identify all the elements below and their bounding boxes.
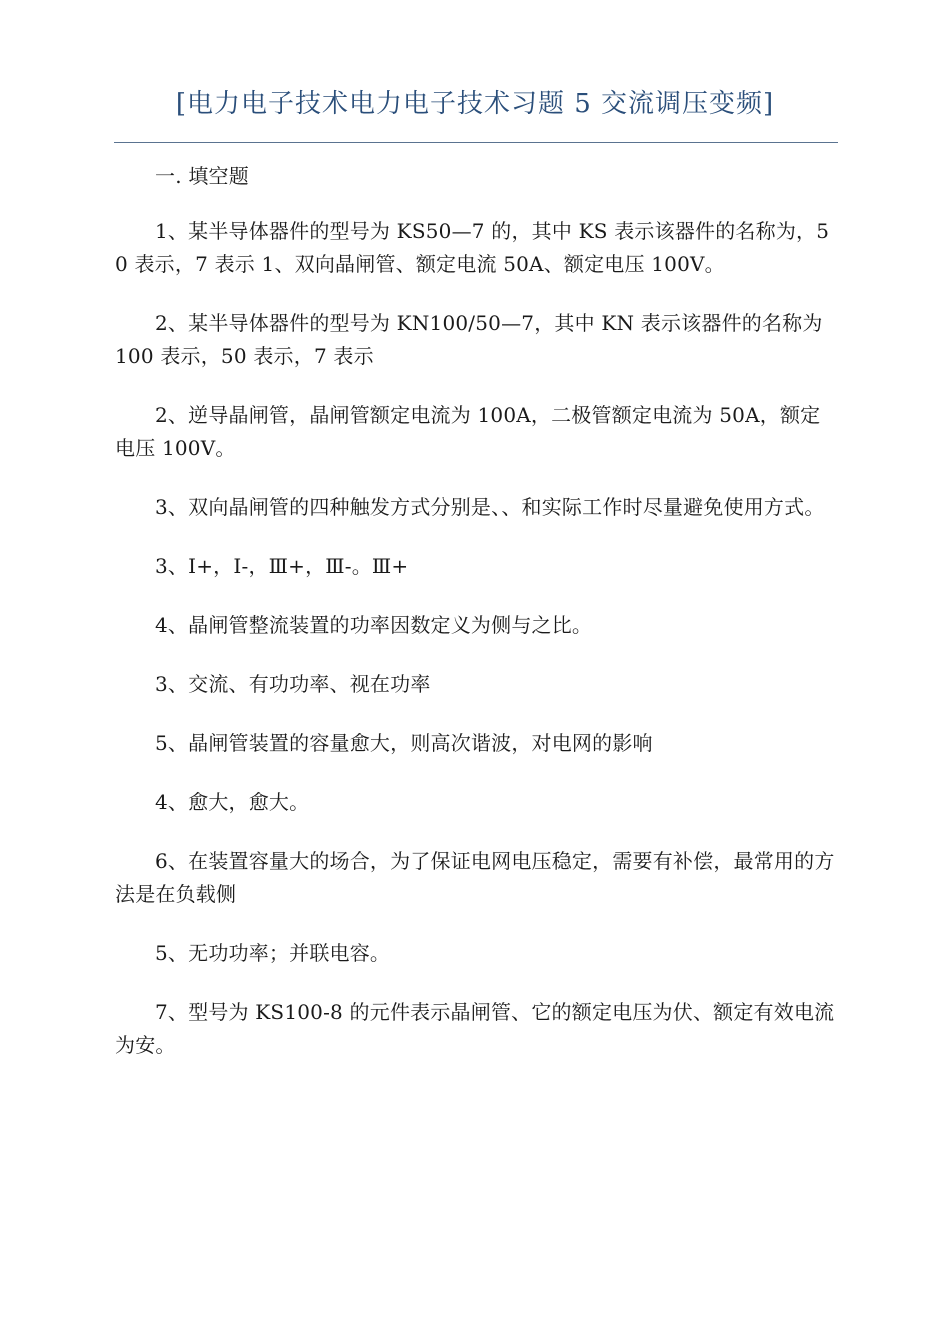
- question-paragraph: 3、双向晶闸管的四种触发方式分别是、、和实际工作时尽量避免使用方式。: [155, 495, 825, 519]
- question-paragraph: 7、型号为 KS100-8 的元件表示晶闸管、它的额定电压为伏、额定有效电流为安。: [115, 1000, 835, 1057]
- question-paragraph: 5、晶闸管装置的容量愈大，则高次谐波，对电网的影响: [155, 731, 653, 755]
- question-paragraph: 2、某半导体器件的型号为 KN100/50—7，其中 KN 表示该器件的名称为 100 表示，50 表示，7 表示: [115, 311, 823, 368]
- question-paragraph: 1、某半导体器件的型号为 KS50—7 的，其中 KS 表示该器件的名称为，50 表示，7 表示 1、双向晶闸管、额定电流 50A、额定电压 100V。: [115, 219, 830, 276]
- document-title: [电力电子技术电力电子技术习题 5 交流调压变频]: [175, 89, 775, 119]
- answer-paragraph: 3、交流、有功功率、视在功率: [155, 672, 431, 696]
- section-heading: 一. 填空题: [155, 164, 249, 188]
- answer-paragraph: 4、愈大，愈大。: [155, 790, 310, 814]
- answer-paragraph: 3、Ⅰ+，Ⅰ-，Ⅲ+，Ⅲ-。Ⅲ+: [155, 554, 409, 578]
- document-body: [115, 160, 835, 1088]
- question-paragraph: 6、在装置容量大的场合，为了保证电网电压稳定，需要有补偿，最常用的方法是在负载侧: [115, 849, 835, 906]
- answer-paragraph: 2、逆导晶闸管，晶闸管额定电流为 100A，二极管额定电流为 50A，额定电压 100V。: [115, 403, 821, 460]
- answer-paragraph: 5、无功功率；并联电容。: [155, 941, 391, 965]
- title-divider: [114, 142, 838, 143]
- question-paragraph: 4、晶闸管整流装置的功率因数定义为侧与之比。: [155, 613, 593, 637]
